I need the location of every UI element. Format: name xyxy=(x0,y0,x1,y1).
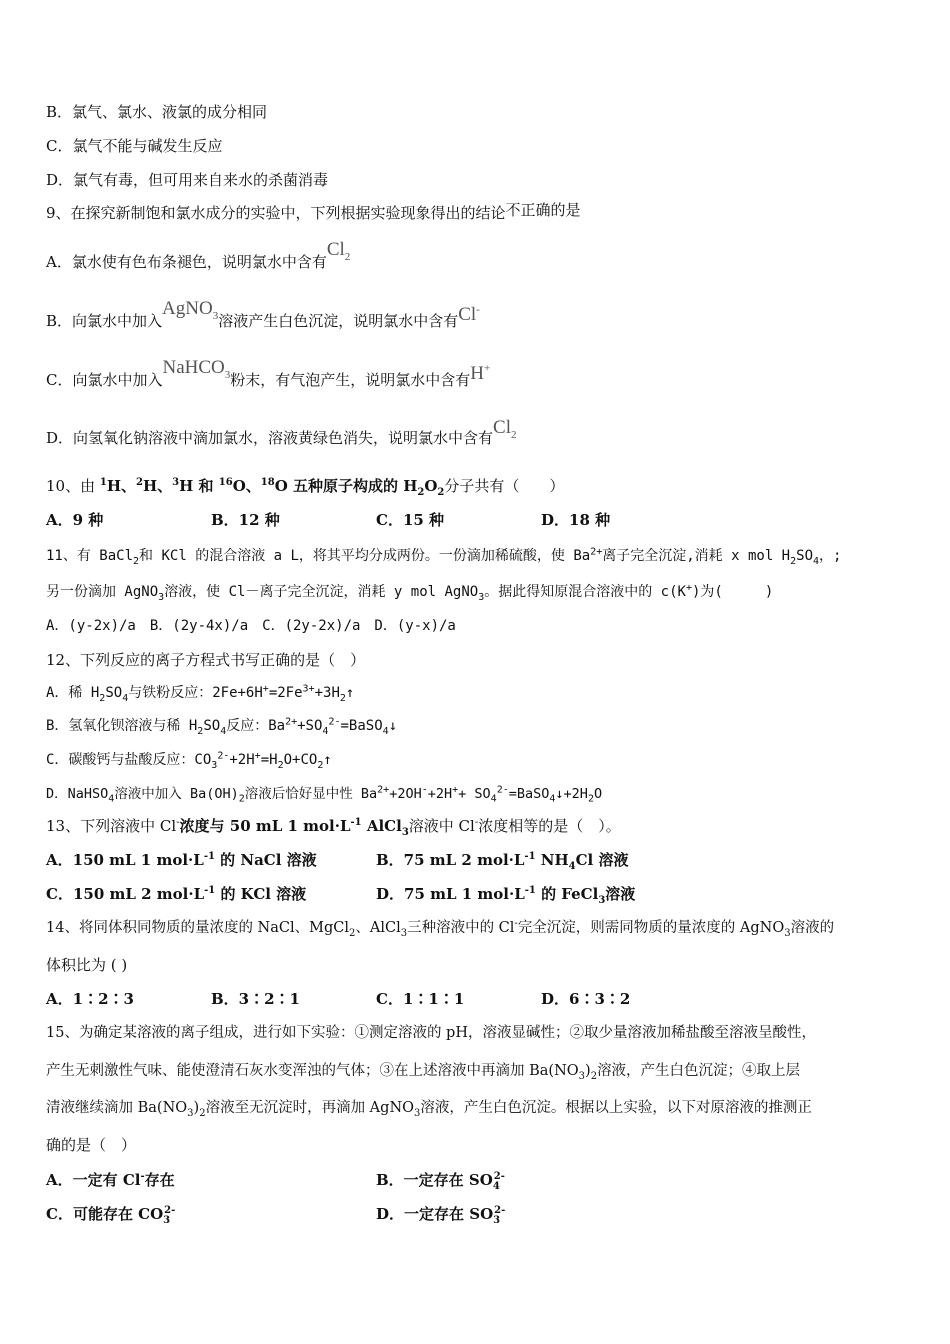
q9-option-b-text: B．向氯水中加入 xyxy=(46,312,163,330)
q9-stem-text: 9、在探究新制饱和氯水成分的实验中，下列根据实验现象得出的结论 xyxy=(46,204,506,222)
q15-option-a: A．一定有 Cl-存在 xyxy=(46,1171,175,1189)
q9-stem-emphasis: 不正确的是 xyxy=(505,201,581,219)
q15-stem-line3: 清液继续滴加 $Ba(NO_3)_2$溶液至无沉淀时，再滴加 AgNO$_3$溶液，产生白色沉淀。根据以上实验，以下对原溶液的推测正 xyxy=(46,1100,812,1119)
q10-option-a: A．9 种 xyxy=(46,511,104,529)
formula-h-ion: H+ xyxy=(470,362,491,384)
q12-option-c: C．碳酸钙与盐酸反应：$CO_3^{2-}+2H^+=H_2O+CO_2↑$ xyxy=(46,750,332,771)
q14-option-c: C．1∶1∶1 xyxy=(376,990,465,1008)
q9-stem xyxy=(46,203,581,223)
q15-option-d: D．一定存在 $SO_3^{2-}$ xyxy=(376,1205,506,1226)
q11-options: A．(y-2x)/a B．(2y-4x)/a C．(2y-2x)/a D．(y-x)/a xyxy=(46,618,456,634)
q8-option-d xyxy=(46,170,328,190)
q9-option-a xyxy=(46,239,351,272)
formula-cl2: $Cl_2$ xyxy=(326,239,351,263)
q14-stem-line1: 14、将同体积同物质的量浓度的 NaCl、MgCl$_2$、AlCl$_3$三种溶液中的 Cl-完全沉淀，则需同物质的量浓度的 AgNO$_3$溶液的 xyxy=(46,918,835,939)
q9-option-c-text2: 粉末，有气泡产生，说明氯水中含有 xyxy=(230,371,471,389)
q14-option-d: D．6∶3∶2 xyxy=(541,990,631,1008)
formula-nahco3: NaHCO$_3$ xyxy=(162,357,231,381)
q12-stem: 12、下列反应的离子方程式书写正确的是（ ） xyxy=(46,651,366,669)
q8-option-b xyxy=(46,102,267,122)
q9-option-d xyxy=(46,417,517,448)
formula-agno3: AgNO$_3$ xyxy=(162,298,219,322)
q13-option-b: B．75 mL 2 $mol\cdot L^{-1}$ $NH_4Cl$ 溶液 xyxy=(376,851,629,872)
q10-option-d: D．18 种 xyxy=(541,511,611,529)
q12-option-d: D．NaHSO$_4$溶液中加入 $Ba(OH)_2$溶液后恰好显中性 $Ba^{2+}+2OH^-+2H^++$ $SO_4^{2-}=BaSO_4↓+2H_2O$ xyxy=(46,784,603,805)
q14-option-b: B．3∶2∶1 xyxy=(211,990,300,1008)
q11-stem-line2: 另一份滴加 AgNO$_3$溶液，使 Cl－离子完全沉淀，消耗 y mol AgNO$_3$。据此得知原混合溶液中的 c(K+)为( ) xyxy=(46,582,774,603)
q9-option-b-text2: 溶液产生白色沉淀，说明氯水中含有 xyxy=(218,312,459,330)
q10-stem: 10、由 $^1$H、$^2$H、$^3$H 和 $^{16}$O、$^{18}$O 五种原子构成的 $H_2O_2$分子共有（ ） xyxy=(46,477,565,498)
q10-option-b: B．12 种 xyxy=(211,511,280,529)
q13-option-c: C．150 mL 2 $mol\cdot L^{-1}$ 的 KCl 溶液 xyxy=(46,885,307,903)
q9-option-d-text: D．向氢氧化钠溶液中滴加氯水，溶液黄绿色消失，说明氯水中含有 xyxy=(46,429,494,447)
q8-option-d-text: D．氯气有毒，但可用来自来水的杀菌消毒 xyxy=(46,171,329,189)
q14-option-a: A．1∶2∶3 xyxy=(46,990,134,1008)
q10-option-c: C．15 种 xyxy=(376,511,445,529)
q15-stem-line2: 产生无刺激性气味、能使澄清石灰水变浑浊的气体；③在上述溶液中再滴加 $Ba(NO_3)_2$溶液，产生白色沉淀；④取上层 xyxy=(46,1063,801,1082)
q9-option-a-text: A．氯水使有色布条褪色，说明氯水中含有 xyxy=(46,253,327,271)
q9-option-c xyxy=(46,357,491,390)
q15-stem-line4: 确的是（ ） xyxy=(46,1136,137,1154)
q12-option-a: A．稀 $H_2SO_4$与铁粉反应：$2Fe+6H^+=2Fe^{3+}+3H_2↑$ xyxy=(46,683,355,704)
q13-option-a: A．150 mL 1 $mol\cdot L^{-1}$ 的 NaCl 溶液 xyxy=(46,851,317,869)
q13-option-d: D．75 mL 1 $mol\cdot L^{-1}$ 的 FeCl$_3$溶液 xyxy=(376,885,636,906)
q9-option-c-text: C．向氯水中加入 xyxy=(46,371,163,389)
q9-option-b xyxy=(46,298,480,331)
q15-option-b: B．一定存在 $SO_4^{2-}$ xyxy=(376,1171,505,1192)
q11-stem-line1: 11、有 BaCl$_2$和 KCl 的混合溶液 a L，将其平均分成两份。一份滴加稀硫酸，使 $Ba^{2+}$离子完全沉淀,消耗 x mol $H_2SO_4$，; xyxy=(46,546,842,567)
q14-stem-line2: 体积比为 ( ) xyxy=(46,956,128,974)
q12-option-b: B．氢氧化钡溶液与稀 $H_2SO_4$反应：$Ba^{2+}+SO_4^{2-}=BaSO_4↓$ xyxy=(46,716,398,737)
q15-stem-line1: 15、为确定某溶液的离子组成，进行如下实验：①测定溶液的 pH，溶液显碱性；②取少量溶液加稀盐酸至溶液呈酸性， xyxy=(46,1025,816,1041)
q8-option-b-text: B．氯气、氯水、液氯的成分相同 xyxy=(46,103,268,121)
q8-option-c-text: C．氯气不能与碱发生反应 xyxy=(46,137,223,155)
formula-cl2-d: $Cl_2$ xyxy=(493,417,517,441)
q15-option-c: C．可能存在 $CO_3^{2-}$ xyxy=(46,1205,176,1226)
formula-cl-ion: Cl- xyxy=(458,303,480,325)
q8-option-c xyxy=(46,136,222,156)
q13-stem: 13、下列溶液中 Cl-浓度与 50 mL 1 $mol\cdot L^{-1}$ AlCl$_3$溶液中 Cl-浓度相等的是（ ）。 xyxy=(46,817,621,838)
